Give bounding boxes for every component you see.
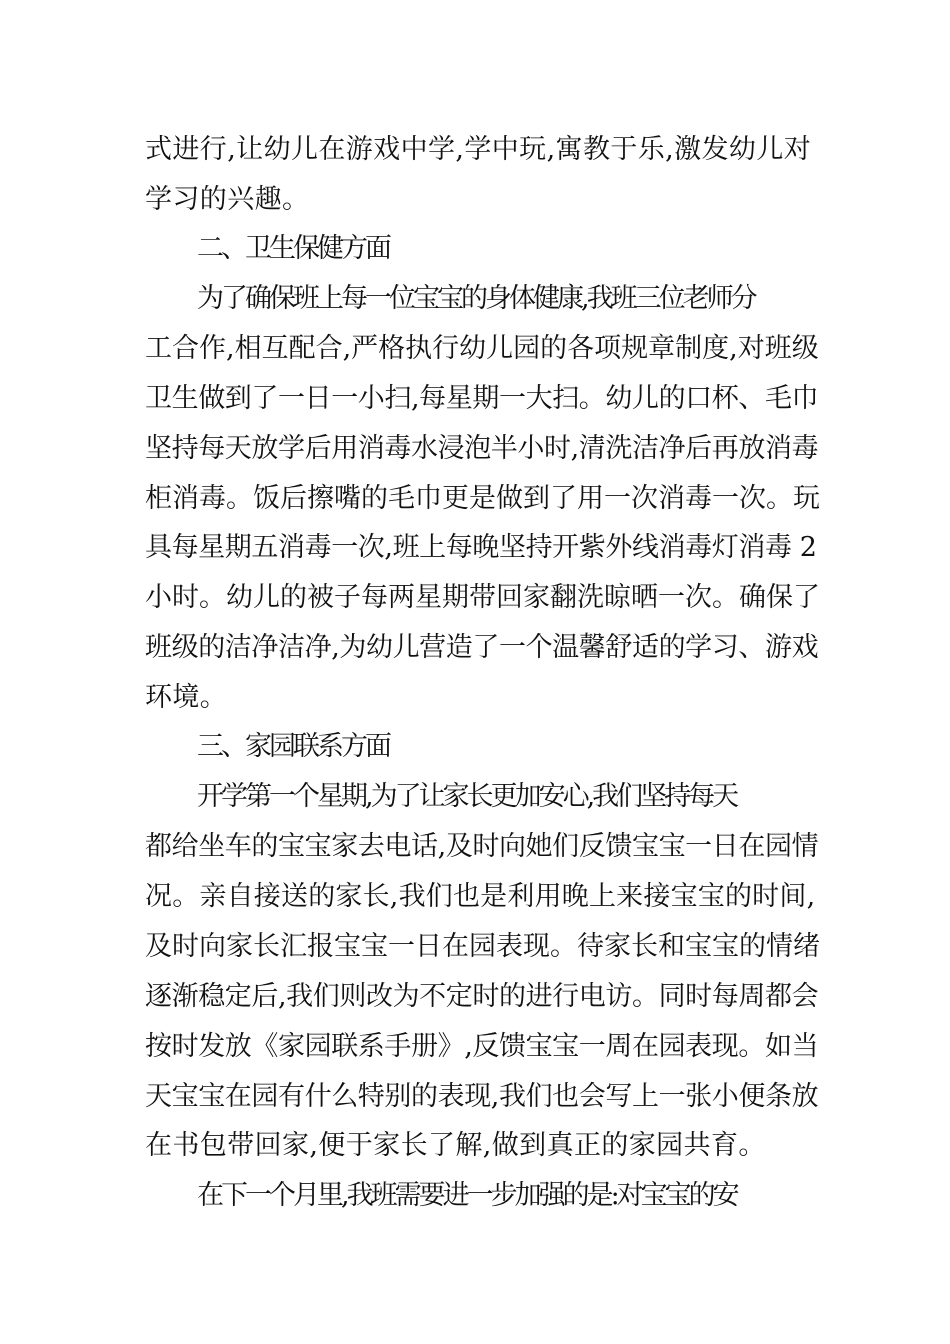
paragraph-first-line: 为了确保班上每一位宝宝的身体健康,我班三位老师分 <box>197 283 755 314</box>
section-heading: 二、卫生保健方面 <box>197 233 389 264</box>
paragraph-first-line: 开学第一个星期,为了让家长更加安心,我们坚持每天 <box>197 781 737 812</box>
text-line: 况。亲自接送的家长,我们也是利用晚上来接宝宝的时间, <box>145 881 816 912</box>
text-line: 卫生做到了一日一小扫,每星期一大扫。幼儿的口杯、毛巾 <box>145 383 819 414</box>
text-line: 坚持每天放学后用消毒水浸泡半小时,清洗洁净后再放消毒 <box>145 433 819 464</box>
text-line: 都给坐车的宝宝家去电话,及时向她们反馈宝宝一日在园情 <box>145 831 819 862</box>
section-heading: 三、家园联系方面 <box>197 731 389 762</box>
text-line: 在书包带回家,便于家长了解,做到真正的家园共育。 <box>145 1130 766 1161</box>
text-line: 学习的兴趣。 <box>145 184 310 215</box>
text-line: 环境。 <box>145 682 228 713</box>
text-line: 逐渐稳定后,我们则改为不定时的进行电访。同时每周都会 <box>145 981 819 1012</box>
text-line: 小时。幼儿的被子每两星期带回家翻洗晾晒一次。确保了 <box>145 582 820 613</box>
text-line: 柜消毒。饭后擦嘴的毛巾更是做到了用一次消毒一次。玩 <box>145 483 820 514</box>
text-line: 及时向家长汇报宝宝一日在园表现。待家长和宝宝的情绪 <box>145 931 820 962</box>
paragraph-first-line: 在下一个月里,我班需要进一步加强的是:对宝宝的安 <box>197 1180 737 1211</box>
text-line: 式进行,让幼儿在游戏中学,学中玩,寓教于乐,激发幼儿对 <box>145 134 812 165</box>
text-line: 天宝宝在园有什么特别的表现,我们也会写上一张小便条放 <box>145 1081 819 1112</box>
text-line: 按时发放《家园联系手册》,反馈宝宝一周在园表现。如当 <box>145 1031 819 1062</box>
text-line: 班级的洁净洁净,为幼儿营造了一个温馨舒适的学习、游戏 <box>145 632 819 663</box>
text-line: 具每星期五消毒一次,班上每晚坚持开紫外线消毒灯消毒 2 <box>145 532 817 563</box>
text-line: 工合作,相互配合,严格执行幼儿园的各项规章制度,对班级 <box>145 333 819 364</box>
